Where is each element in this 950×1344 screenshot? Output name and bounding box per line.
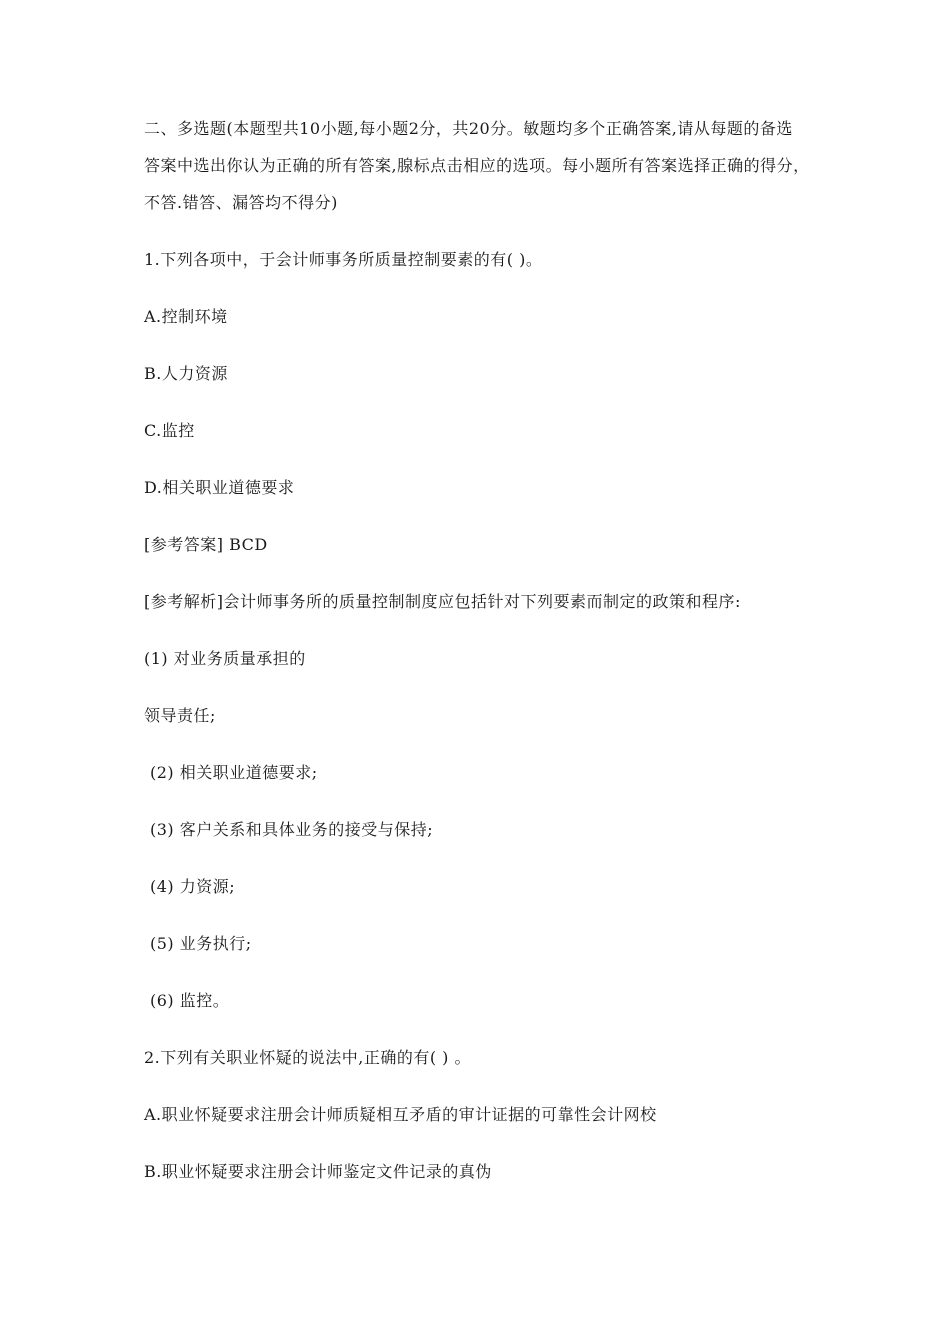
analysis-point-4: (4) 力资源; bbox=[150, 877, 236, 896]
analysis-point-1-continued: 领导责任; bbox=[144, 706, 216, 725]
analysis-point-1: (1) 对业务质量承担的 bbox=[144, 649, 306, 668]
section-header-line-1: 二、多选题(本题型共10小题,每小题2分，共20分。敏题均多个正确答案,请从每题的备选 bbox=[144, 119, 793, 138]
question-1-option-d: D.相关职业道德要求 bbox=[144, 478, 295, 497]
section-header-line-3: 不答.错答、漏答均不得分) bbox=[144, 193, 338, 212]
question-2-option-a: A.职业怀疑要求注册会计师质疑相互矛盾的审计证据的可靠性会计网校 bbox=[144, 1105, 657, 1124]
analysis-point-2: (2) 相关职业道德要求; bbox=[150, 763, 318, 782]
question-1-stem: 1.下列各项中，于会计师事务所质量控制要素的有( )。 bbox=[144, 250, 543, 269]
question-1-option-c: C.监控 bbox=[144, 421, 195, 440]
question-1-option-a: A.控制环境 bbox=[144, 307, 228, 326]
question-1-analysis: [参考解析]会计师事务所的质量控制制度应包括针对下列要素而制定的政策和程序: bbox=[144, 592, 741, 611]
question-2-option-b: B.职业怀疑要求注册会计师鉴定文件记录的真伪 bbox=[144, 1162, 492, 1181]
section-header-line-2: 答案中选出你认为正确的所有答案,腺标点击相应的选项。每小题所有答案选择正确的得分， bbox=[144, 156, 810, 175]
question-2-stem: 2.下列有关职业怀疑的说法中,正确的有( ) 。 bbox=[144, 1048, 472, 1067]
question-1-answer: [参考答案] BCD bbox=[144, 535, 268, 554]
question-1-option-b: B.人力资源 bbox=[144, 364, 228, 383]
analysis-point-3: (3) 客户关系和具体业务的接受与保持; bbox=[150, 820, 434, 839]
analysis-point-5: (5) 业务执行; bbox=[150, 934, 252, 953]
analysis-point-6: (6) 监控。 bbox=[150, 991, 230, 1010]
